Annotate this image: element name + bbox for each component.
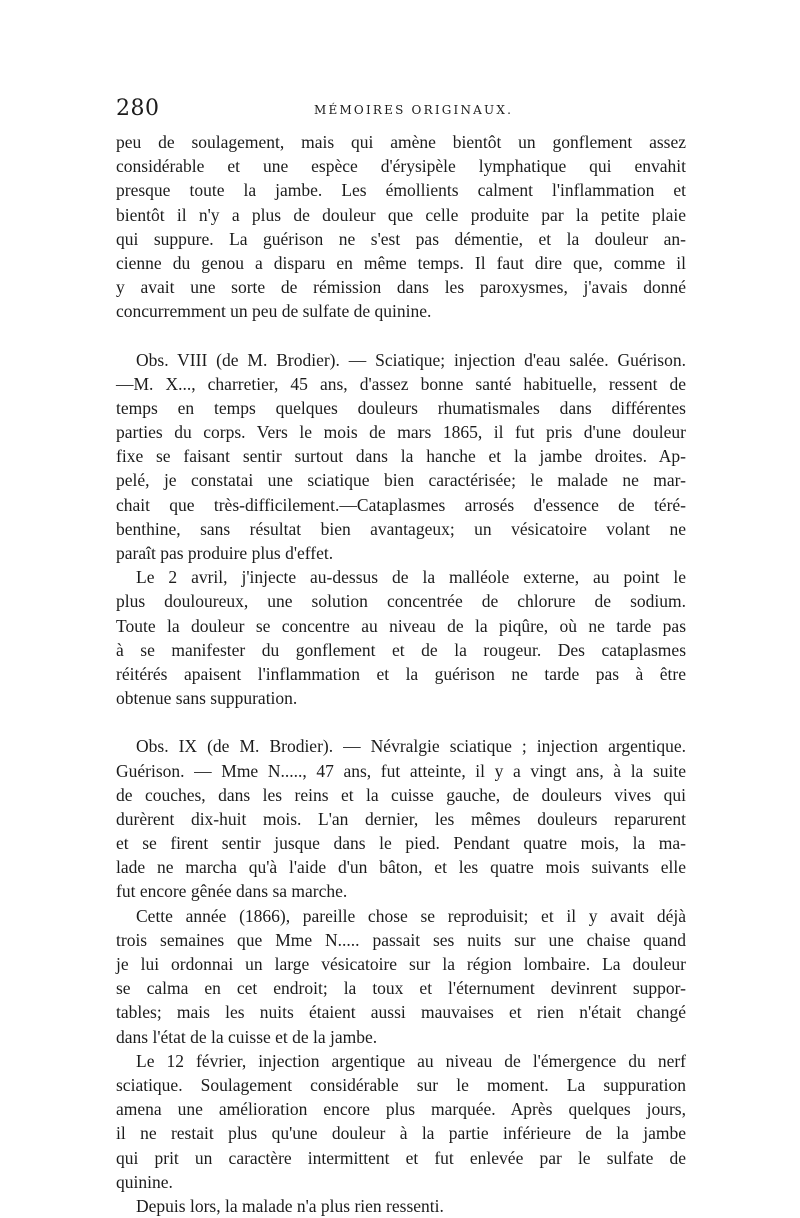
text-line: chait que très-difficilement.—Cataplasmes arrosés d'essence de téré- — [116, 494, 686, 515]
text-line: considérable et une espèce d'érysipèle lymphatique qui envahit — [116, 156, 686, 177]
text-line: benthine, sans résultat bien avantageux; un vésicatoire volant ne — [116, 518, 686, 539]
section-gap — [116, 324, 686, 348]
text-line: dans l'état de la cuisse et de la jambe. — [116, 1026, 378, 1047]
text-line: qui suppure. La guérison ne s'est pas démentie, et la douleur an- — [116, 228, 686, 249]
text-line: Toute la douleur se concentre au niveau de la piqûre, où ne tarde pas — [116, 615, 686, 636]
text-line: Le 12 février, injection argentique au niveau de l'émergence du nerf — [136, 1050, 686, 1071]
text-line: obtenue sans suppuration. — [116, 688, 298, 709]
text-line: pelé, je constatai une sciatique bien caractérisée; le malade ne mar- — [116, 470, 686, 491]
text-line: et se firent sentir jusque dans le pied. Pendant quatre mois, la ma- — [116, 833, 686, 854]
text-line: amena une amélioration encore plus marquée. Après quelques jours, — [116, 1099, 686, 1120]
text-line: parties du corps. Vers le mois de mars 1865, il fut pris d'une douleur — [116, 422, 686, 443]
text-line: concurremment un peu de sulfate de quinine. — [116, 301, 432, 322]
text-line: bientôt il n'y a plus de douleur que celle produite par la petite plaie — [116, 204, 686, 225]
text-line: il ne restait plus qu'une douleur à la partie inférieure de la jambe — [116, 1123, 686, 1144]
page-number: 280 — [116, 96, 160, 121]
text-line: fut encore gênée dans sa marche. — [116, 881, 348, 902]
text-line: qui prit un caractère intermittent et fut enlevée par le sulfate de — [116, 1147, 686, 1168]
text-line: peu de soulagement, mais qui amène bientôt un gonflement assez — [116, 132, 686, 152]
text-line: temps en temps quelques douleurs rhumatismales dans différentes — [116, 397, 686, 418]
text-line: de couches, dans les reins et la cuisse gauche, de douleurs vives qui — [116, 784, 686, 805]
text-line: Le 2 avril, j'injecte au-dessus de la malléole externe, au point le — [136, 567, 686, 588]
observation-heading: Obs. VIII (de M. Brodier). — Sciatique; injection d'eau salée. Guérison. — [136, 349, 686, 370]
text-line: quinine. — [116, 1171, 173, 1192]
text-line: réitérés apaisent l'inflammation et la guérison ne tarde pas à être — [116, 663, 686, 684]
text-line: plus douloureux, une solution concentrée de chlorure de sodium. — [116, 591, 686, 612]
running-head: MÉMOIRES ORIGINAUX. — [314, 103, 514, 117]
text-line: presque toute la jambe. Les émollients calment l'inflammation et — [116, 180, 686, 201]
text-line: à se manifester du gonflement et de la rougeur. Des cataplasmes — [116, 639, 686, 660]
text-line: durèrent dix-huit mois. L'an dernier, les mêmes douleurs reparurent — [116, 808, 686, 829]
body-text — [116, 130, 686, 1218]
section-gap — [116, 710, 686, 734]
text-line: Depuis lors, la malade n'a plus rien ressenti. — [136, 1195, 444, 1216]
text-line: se calma en cet endroit; la toux et l'éternument devinrent suppor- — [116, 978, 686, 999]
text-line: trois semaines que Mme N..... passait ses nuits sur une chaise quand — [116, 929, 686, 950]
observation-heading: Obs. IX (de M. Brodier). — Névralgie sciatique ; injection argentique. — [136, 736, 686, 757]
text-line: y avait une sorte de rémission dans les paroxysmes, j'avais donné — [116, 277, 686, 298]
text-line: tables; mais les nuits étaient aussi mauvaises et rien n'était changé — [116, 1002, 686, 1023]
text-line: Guérison. — Mme N....., 47 ans, fut atteinte, il y a vingt ans, à la suite — [116, 760, 686, 781]
text-line: —M. X..., charretier, 45 ans, d'assez bonne santé habituelle, ressent de — [116, 373, 686, 394]
text-line: cienne du genou a disparu en même temps. Il faut dire que, comme il — [116, 252, 686, 273]
text-line: fixe se faisant sentir surtout dans la hanche et la jambe droites. Ap- — [116, 446, 686, 467]
text-line: paraît pas produire plus d'effet. — [116, 543, 334, 563]
page-header — [116, 96, 686, 130]
text-line: Cette année (1866), pareille chose se reproduisit; et il y avait déjà — [136, 905, 686, 926]
text-line: sciatique. Soulagement considérable sur le moment. La suppuration — [116, 1074, 686, 1095]
text-line: lade ne marcha qu'à l'aide d'un bâton, et les quatre mois suivants elle — [116, 857, 686, 878]
text-line: je lui ordonnai un large vésicatoire sur la région lombaire. La douleur — [116, 954, 686, 974]
